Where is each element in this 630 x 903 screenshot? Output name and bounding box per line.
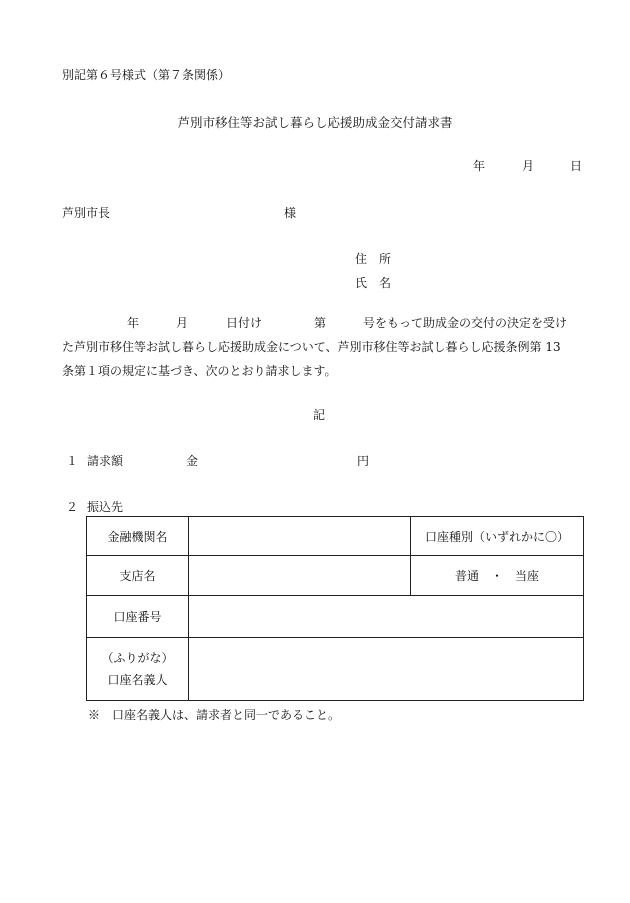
body-line1-text: 号をもって助成金の交付の決定を受け [363, 316, 568, 330]
account-number-field[interactable] [189, 596, 584, 638]
body-number-prefix: 第 [314, 316, 327, 330]
note: ※ 口座名義人は、請求者と同一であること。 [88, 708, 341, 722]
document-title: 芦別市移住等お試し暮らし応援助成金交付請求書 [177, 115, 453, 130]
bank-transfer-table [86, 516, 584, 701]
account-number-label: 口座番号 [87, 596, 189, 638]
furigana-label: （ふりがな） [101, 651, 174, 665]
bank-name-label: 金融機関名 [87, 517, 189, 556]
table-row [87, 517, 584, 556]
table-row [87, 638, 584, 701]
bank-name-field[interactable] [189, 517, 411, 556]
addressee-suffix: 様 [284, 206, 297, 220]
date-year-label: 年 [473, 159, 486, 173]
account-type-label: 口座種別（いずれかに〇） [411, 517, 584, 556]
branch-label: 支店名 [87, 556, 189, 596]
item2-number: ２ [66, 500, 79, 514]
applicant-address-label: 住 所 [355, 252, 392, 266]
body-dated-label: 日付け [226, 316, 263, 330]
table-row [87, 556, 584, 596]
branch-field[interactable] [189, 556, 411, 596]
addressee-name: 芦別市長 [62, 206, 111, 220]
body-line3: 条第１項の規定に基づき、次のとおり請求します。 [62, 364, 337, 378]
item1-number: １ [66, 454, 79, 468]
item2-label: 振込先 [87, 500, 124, 514]
account-holder-label-cell [87, 638, 189, 701]
item1-label: 請求額 [87, 454, 124, 468]
form-number: 別記第６号様式（第７条関係） [62, 68, 231, 82]
date-month-label: 月 [522, 159, 535, 173]
account-holder-label: 口座名義人 [107, 673, 168, 687]
applicant-name-label: 氏 名 [355, 276, 392, 290]
date-day-label: 日 [570, 159, 583, 173]
item1-kin: 金 [186, 454, 199, 468]
body-month-label: 月 [176, 316, 189, 330]
table-row [87, 596, 584, 638]
item1-yen: 円 [357, 454, 370, 468]
account-type-options[interactable]: 普通 ・ 当座 [411, 556, 584, 596]
account-holder-field[interactable] [189, 638, 584, 701]
body-line2: た芦別市移住等お試し暮らし応援助成金について、芦別市移住等お試し暮らし応援条例第 13 [62, 340, 561, 354]
body-year-label: 年 [127, 316, 140, 330]
ki-heading: 記 [313, 408, 326, 422]
